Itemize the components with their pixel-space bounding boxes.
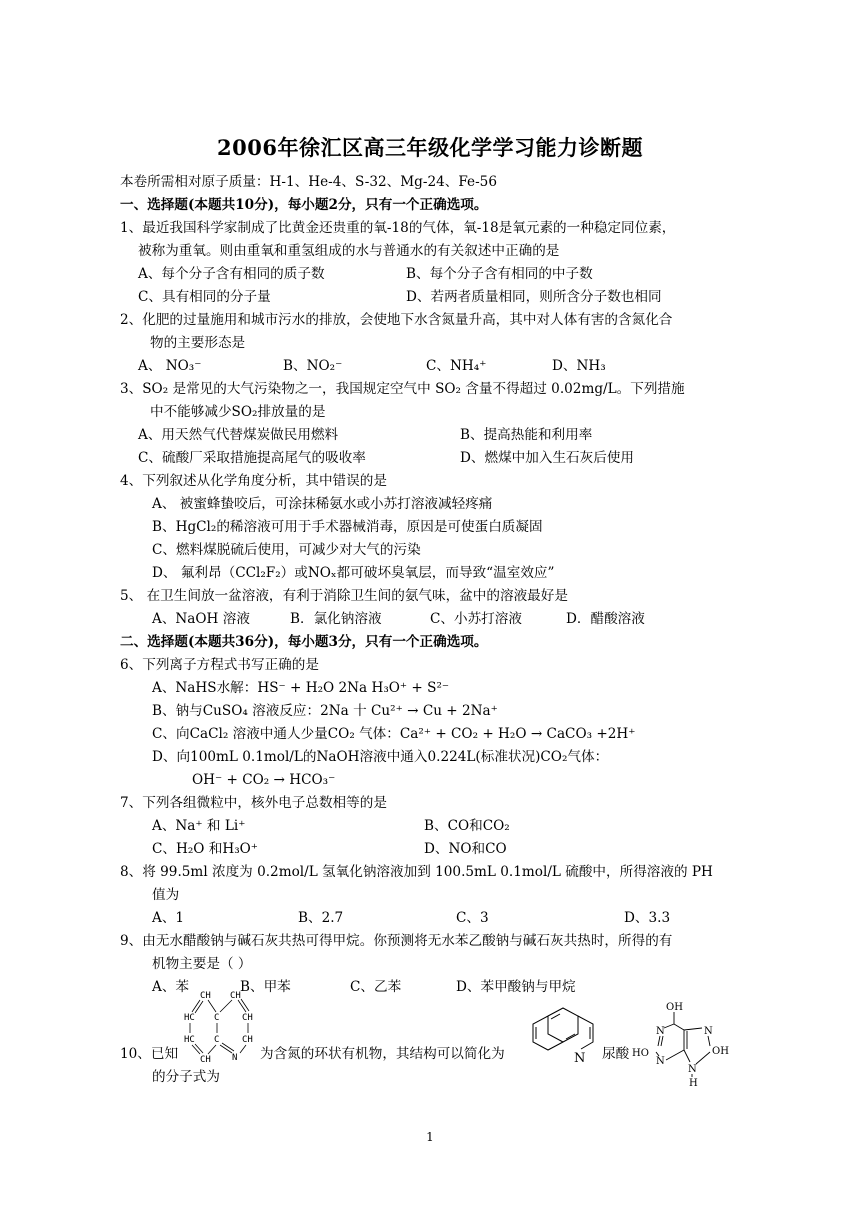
- q7-stem: 7、下列各组微粒中，核外电子总数相等的是: [120, 795, 387, 811]
- page-title: 2006年徐汇区高三年级化学学习能力诊断题: [217, 135, 643, 160]
- q2-stem-line2: 物的主要形态是: [150, 335, 246, 351]
- q1-option-d: D、若两者质量相同，则所含分子数也相同: [406, 289, 662, 305]
- q10-middle-text: 为含氮的环状有机物，其结构可以简化为: [260, 1046, 505, 1062]
- q7-option-b: B、CO和CO₂: [424, 818, 510, 834]
- q1-option-b: B、每个分子含有相同的中子数: [406, 266, 593, 282]
- q4-option-d: D、 氟利昂（CCl₂F₂）或NOₓ都可破坏臭氧层，而导致“温室效应”: [152, 565, 555, 581]
- q8-stem-line2: 值为: [152, 887, 180, 903]
- q6-option-a: A、NaHS水解：HS⁻ + H₂O 2Na H₃O⁺ + S²⁻: [152, 680, 450, 696]
- q9-stem-line2: 机物主要是（ ）: [152, 956, 252, 972]
- atom-c-center-upper: C: [214, 1013, 220, 1023]
- q10-line2: 的分子式为: [152, 1069, 220, 1085]
- q3-option-d: D、燃煤中加入生石灰后使用: [460, 450, 635, 466]
- q2-option-c: C、NH₄⁺: [426, 358, 487, 374]
- atom-c-center-lower: C: [214, 1035, 220, 1045]
- q8-option-a: A、1: [152, 910, 185, 926]
- section-1-heading: 一、选择题(本题共10分)，每小题2分，只有一个正确选项。: [120, 197, 488, 213]
- q1-stem-line2: 被称为重氧。则由重氧和重氢组成的水与普通水的有关叙述中正确的是: [138, 243, 560, 259]
- atom-hc-left-lower: HC: [184, 1035, 195, 1045]
- q9-option-a: A、苯: [152, 979, 190, 995]
- q10-prefix: 10、已知: [120, 1046, 179, 1062]
- q1-stem-line1: 1、最近我国科学家制成了比黄金还贵重的氧-18的气体，氧-18是氧元素的一种稳定同位素，: [120, 220, 676, 236]
- q7-option-c: C、H₂O 和H₃O⁺: [152, 841, 258, 857]
- q7-option-a: A、Na⁺ 和 Li⁺: [152, 818, 246, 834]
- q2-option-a: A、 NO₃⁻: [138, 358, 202, 374]
- q7-option-d: D、NO和CO: [424, 841, 507, 857]
- pyridine-structure-diagram: [180, 990, 260, 1064]
- atom-ch-top-left: CH: [200, 991, 211, 1001]
- q5-stem: 5、 在卫生间放一盆溶液，有利于消除卫生间的氨气味，盆中的溶液最好是: [120, 588, 568, 604]
- q2-option-d: D、NH₃: [552, 358, 606, 374]
- q4-stem: 4、下列叙述从化学角度分析，其中错误的是: [120, 473, 387, 489]
- q3-stem-line2: 中不能够减少SO₂排放量的是: [150, 404, 326, 420]
- q2-stem-line1: 2、化肥的过量施用和城市污水的排放，会使地下水含氮量升高，其中对人体有害的含氮化合: [120, 312, 673, 328]
- q8-option-c: C、3: [456, 910, 489, 926]
- quinoline-skeletal-diagram: [530, 1004, 602, 1074]
- q5-option-b: B．氯化钠溶液: [290, 611, 382, 627]
- uric-oh-top: OH: [666, 1002, 683, 1013]
- atom-ch-top-right: CH: [230, 991, 241, 1001]
- q6-option-d-equation: OH⁻ + CO₂ → HCO₃⁻: [192, 772, 336, 788]
- q4-option-c: C、燃料煤脱硫后使用，可减少对大气的污染: [152, 542, 421, 558]
- atomic-masses: 本卷所需相对原子质量：H-1、He-4、S-32、Mg-24、Fe-56: [120, 174, 497, 190]
- uric-h-bottom: H: [689, 1078, 698, 1089]
- q9-option-b: B、甲苯: [240, 979, 291, 995]
- q5-option-c: C、小苏打溶液: [430, 611, 522, 627]
- q4-option-a: A、 被蜜蜂蛰咬后，可涂抹稀氨水或小苏打溶液减轻疼痛: [152, 496, 493, 512]
- atom-ch-right-lower: CH: [242, 1035, 253, 1045]
- uric-n-left-lower: N: [656, 1056, 665, 1067]
- uric-oh-right: OH: [712, 1046, 729, 1057]
- q3-stem-line1: 3、SO₂ 是常见的大气污染物之一，我国规定空气中 SO₂ 含量不得超过 0.02mg/L。下列措施: [120, 381, 685, 397]
- q6-stem: 6、下列离子方程式书写正确的是: [120, 657, 319, 673]
- q3-option-c: C、硫酸厂采取措施提高尾气的吸收率: [138, 450, 366, 466]
- q1-option-a: A、每个分子含有相同的质子数: [138, 266, 325, 282]
- quinoline-n-label: N: [574, 1051, 586, 1066]
- q6-option-c: C、向CaCl₂ 溶液中通人少量CO₂ 气体：Ca²⁺ + CO₂ + H₂O → CaCO₃ +2H⁺: [152, 726, 636, 742]
- q5-option-a: A、NaOH 溶液: [152, 611, 250, 627]
- q9-option-d: D、苯甲酸钠与甲烷: [456, 979, 576, 995]
- q5-option-d: D．醋酸溶液: [566, 611, 645, 627]
- section-2-heading: 二、选择题(本题共36分)，每小题3分，只有一个正确选项。: [120, 634, 488, 650]
- q6-option-b: B、钠与CuSO₄ 溶液反应：2Na 十 Cu²⁺ → Cu + 2Na⁺: [152, 703, 498, 719]
- atom-ch-right-upper: CH: [242, 1013, 253, 1023]
- page-number: 1: [426, 1130, 434, 1144]
- atom-ch-bottom: CH: [200, 1055, 211, 1064]
- q4-option-b: B、HgCl₂的稀溶液可用于手术器械消毒，原因是可使蛋白质凝固: [152, 519, 543, 535]
- q10-uric-acid-label: 尿酸: [602, 1046, 630, 1062]
- uric-acid-structure-diagram: [632, 998, 744, 1090]
- q3-option-b: B、提高热能和利用率: [460, 427, 593, 443]
- q9-option-c: C、乙苯: [350, 979, 402, 995]
- q8-option-d: D、3.3: [624, 910, 671, 926]
- uric-n-bottom: N: [688, 1064, 697, 1075]
- q2-option-b: B、NO₂⁻: [283, 358, 343, 374]
- q6-option-d: D、向100mL 0.1mol/L的NaOH溶液中通入0.224L(标准状况)CO₂气体：: [152, 749, 609, 765]
- uric-n-left-upper: N: [656, 1026, 665, 1037]
- atom-n-bottom: N: [232, 1053, 238, 1063]
- q8-stem-line1: 8、将 99.5ml 浓度为 0.2mol/L 氢氧化钠溶液加到 100.5mL 0.1mol/L 硫酸中，所得溶液的 PH: [120, 864, 713, 880]
- q8-option-b: B、2.7: [298, 910, 344, 926]
- q3-option-a: A、用天然气代替煤炭做民用燃料: [138, 427, 339, 443]
- uric-n-right-upper: N: [704, 1026, 713, 1037]
- atom-hc-left-upper: HC: [184, 1013, 195, 1023]
- uric-ho-left: HO: [632, 1048, 649, 1059]
- q9-stem-line1: 9、由无水醋酸钠与碱石灰共热可得甲烷。你预测将无水苯乙酸钠与碱石灰共热时，所得的有: [120, 933, 673, 949]
- q1-option-c: C、具有相同的分子量: [138, 289, 271, 305]
